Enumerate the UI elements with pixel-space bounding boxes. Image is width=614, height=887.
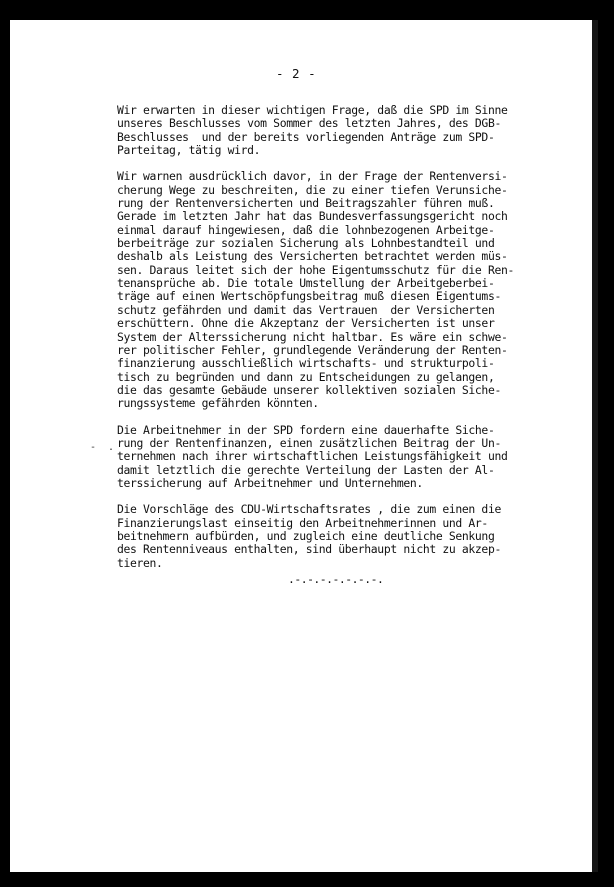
text-line: tieren.	[117, 555, 163, 570]
text-line: deshalb als Leistung des Versicherten betrachtet werden müs-	[117, 249, 508, 264]
text-line: einmal darauf hingewiesen, daß die lohnbezogenen Arbeitge-	[117, 222, 495, 237]
text-line: finanzierung ausschließlich wirtschafts- und strukturpoli-	[117, 356, 495, 371]
paragraph-2	[117, 170, 561, 410]
end-separator: .-.-.-.-.-.-.-.	[288, 572, 384, 586]
text-line: Beschlusses und der bereits vorliegenden Anträge zum SPD-	[117, 129, 495, 144]
text-line: tisch zu begründen und dann zu Entscheidungen zu gelangen,	[117, 369, 495, 384]
paragraph-1	[117, 104, 561, 157]
scan-edge-shadow	[592, 20, 598, 872]
text-line: cherung Wege zu beschreiten, die zu einer tiefen Verunsiche-	[117, 182, 508, 197]
page-number: - 2 -	[276, 66, 317, 81]
text-line: Parteitag, tätig wird.	[117, 143, 261, 158]
text-line: berbeiträge zur sozialen Sicherung als Lohnbestandteil und	[117, 236, 495, 251]
text-line: Die Arbeitnehmer in der SPD fordern eine dauerhafte Siche-	[117, 422, 495, 437]
document-page	[10, 20, 598, 872]
text-line: erschüttern. Ohne die Akzeptanz der Versicherten ist unser	[117, 316, 495, 331]
text-line: beitnehmern aufbürden, und zugleich eine deutliche Senkung	[117, 528, 495, 543]
text-line: schutz gefährden und damit das Vertrauen der Versicherten	[117, 302, 495, 317]
text-line: ternehmen nach ihrer wirtschaftlichen Leistungsfähigkeit und	[117, 449, 508, 464]
paragraph-4	[117, 503, 561, 570]
text-line: träge auf einen Wertschöpfungsbeitrag muß diesen Eigentums-	[117, 289, 501, 304]
text-line: sen. Daraus leitet sich der hohe Eigentumsschutz für die Ren-	[117, 262, 514, 277]
text-line: Finanzierungslast einseitig den Arbeitnehmerinnen und Ar-	[117, 515, 488, 530]
text-line: terssicherung auf Arbeitnehmer und Unternehmen.	[117, 475, 423, 490]
text-line: rung der Rentenfinanzen, einen zusätzlichen Beitrag der Un-	[117, 435, 501, 450]
text-line: damit letztlich die gerechte Verteilung der Lasten der Al-	[117, 462, 495, 477]
text-line: des Rentenniveaus enthalten, sind überhaupt nicht zu akzep-	[117, 542, 501, 557]
text-line: Wir erwarten in dieser wichtigen Frage, daß die SPD im Sinne	[117, 103, 508, 117]
margin-mark: - .	[90, 442, 115, 453]
paragraph-3	[117, 424, 561, 491]
text-line: rung der Rentenversicherten und Beitragszahler führen muß.	[117, 196, 495, 211]
text-line: Gerade im letzten Jahr hat das Bundesverfassungsgericht noch	[117, 209, 508, 224]
text-line: Die Vorschläge des CDU-Wirtschaftsrates , die zum einen die	[117, 502, 501, 517]
text-line: unseres Beschlusses vom Sommer des letzten Jahres, des DGB-	[117, 116, 501, 131]
text-line: rer politischer Fehler, grundlegende Veränderung der Renten-	[117, 342, 508, 357]
text-line: Wir warnen ausdrücklich davor, in der Frage der Rentenversi-	[117, 169, 508, 184]
text-line: die das gesamte Gebäude unserer kollektiven sozialen Siche-	[117, 382, 501, 397]
text-line: System der Alterssicherung nicht haltbar. Es wäre ein schwe-	[117, 329, 508, 344]
text-line: tenansprüche ab. Die totale Umstellung der Arbeitgeberbei-	[117, 276, 495, 291]
letter-body	[117, 104, 561, 583]
text-line: rungssysteme gefährden könnten.	[117, 396, 319, 411]
